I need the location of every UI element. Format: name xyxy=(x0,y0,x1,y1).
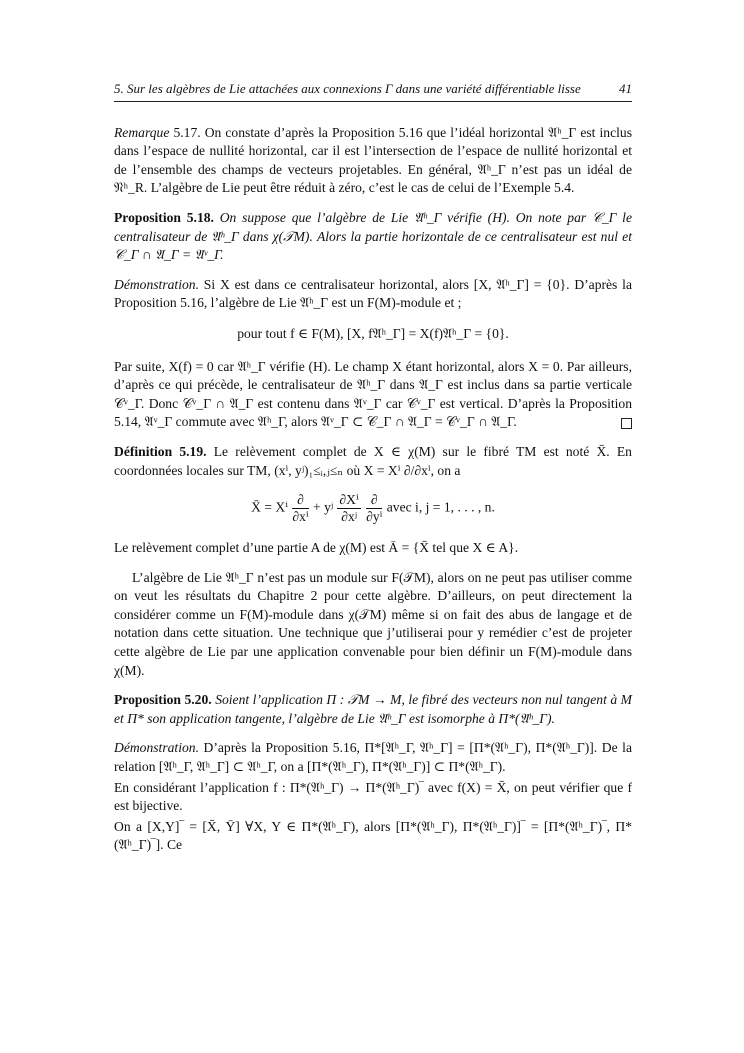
eq-f2-numerator: ∂Xⁱ xyxy=(339,492,359,508)
def519-equation xyxy=(114,492,632,525)
eq-f1-numerator: ∂ xyxy=(292,492,308,509)
eq-f1-denominator: ∂xⁱ xyxy=(292,509,309,525)
demo1-continuation xyxy=(114,358,632,432)
proposition-5-18 xyxy=(114,209,632,265)
def519-text: Le relèvement complet de X ∈ χ(M) sur le fibré TM est noté X̄. En coordonnées locales sur TM, (xⁱ, yʲ)₁≤ᵢ,ⱼ≤ₙ où X = Xⁱ ∂/∂xⁱ, on a xyxy=(114,443,632,478)
header-title: 5. Sur les algèbres de Lie attachées aux connexions Γ dans une variété différentiable lisse xyxy=(114,81,581,96)
eq-lhs: X̄ = Xⁱ xyxy=(251,499,288,515)
demo2-text: D’après la Proposition 5.16, Π*[𝔄ʰ_Γ, 𝔄ʰ_Γ] = [Π*(𝔄ʰ_Γ), Π*(𝔄ʰ_Γ)]. De la relation [𝔄ʰ_Γ, 𝔄ʰ_Γ] ⊂ 𝔄ʰ_Γ, on a [Π*(𝔄ʰ_Γ), Π*(𝔄ʰ_Γ)] ⊂ Π*(𝔄ʰ_Γ). xyxy=(114,740,632,775)
remark-5-17 xyxy=(114,124,632,198)
def519-after: Le relèvement complet d’une partie A de χ(M) est Ā = {X̄ tel que X ∈ A}. xyxy=(114,540,519,556)
page-number: 41 xyxy=(619,81,632,96)
page xyxy=(114,80,632,857)
proposition-5-20 xyxy=(114,691,632,728)
eq-f3-numerator: ∂ xyxy=(366,492,382,509)
demo2-line2: En considérant l’application f : Π*(𝔄ʰ_Γ) → Π*(𝔄ʰ_Γ)‾ avec f(X) = X̄, on peut vérifier que f est bijective. xyxy=(114,779,632,814)
demo2-intro xyxy=(114,739,632,776)
demo1-label: Démonstration. xyxy=(114,276,199,292)
def519-label: Définition 5.19. xyxy=(114,443,207,459)
prop520-text: Soient l’application Π : 𝒯M → M, le fibré des vecteurs non nul tangent à M et Π* son application tangente, l’algèbre de Lie 𝔄ʰ_Γ est isomorphe à Π*(𝔄ʰ_Γ). xyxy=(114,692,632,726)
demo1-continuation-text: Par suite, X(f) = 0 car 𝔄ʰ_Γ vérifie (H). Le champ X étant horizontal, alors X = 0. Par ailleurs, d’après ce qui précède, le centralisateur de 𝔄ʰ_Γ dans 𝔄_Γ est inclus dans sa partie verticale 𝒞ᵛ_Γ. Donc 𝒞ᵛ_Γ ∩ 𝔄_Γ est contenu dans 𝔄ᵛ_Γ car 𝒞ᵛ_Γ est vertical. D’après la Proposition 5.14, 𝔄ᵛ_Γ commute avec 𝔄ʰ_Γ, alors 𝔄ᵛ_Γ ⊂ 𝒞_Γ ∩ 𝔄_Γ = 𝒞ᵛ_Γ ∩ 𝔄_Γ. xyxy=(114,358,632,430)
demo1-equation: pour tout f ∈ F(M), [X, f𝔄ʰ_Γ] = X(f)𝔄ʰ_Γ = {0}. xyxy=(237,325,509,341)
eq-fraction-3 xyxy=(366,492,382,525)
body-paragraph: L’algèbre de Lie 𝔄ʰ_Γ n’est pas un module sur F(𝒯M), alors on ne peut pas utiliser comme on veut les résultats du Chapitre 2 pour cette algèbre. D’ailleurs, on peut directement la considérer comme un F(M)-module dans χ(𝒯M) même si on fait des abus de langage et de notation dans cette situation. Une technique que j’utiliserai pour y remédier c’est de projeter cette algèbre de Lie par une application convenable pour bien définir un F(M)-module dans χ(M). xyxy=(114,569,632,678)
prop518-label: Proposition 5.18. xyxy=(114,209,214,225)
eq-fraction-1 xyxy=(292,492,308,525)
demo2-label: Démonstration. xyxy=(114,740,199,756)
eq-rhs: avec i, j = 1, . . . , n. xyxy=(386,499,495,515)
eq-fraction-2 xyxy=(337,492,360,525)
definition-5-19 xyxy=(114,443,632,480)
remark-text: On constate d’après la Proposition 5.16 que l’idéal horizontal 𝔄ʰ_Γ est inclus dans l’espace de nullité horizontal, car il est l’intersection de l’espace de nullité horizontal et de l’ensemble des champs de vecteurs projetables. En général, 𝔄ʰ_Γ n’est pas un idéal de 𝔑ʰ_R. L’algèbre de Lie peut être réduit à zéro, c’est le cas de celui de l’Exemple 5.4. xyxy=(114,124,632,196)
eq-f3-denominator: ∂yⁱ xyxy=(366,509,383,525)
prop520-label: Proposition 5.20. xyxy=(114,692,212,708)
eq-mid: + yʲ xyxy=(313,499,334,515)
remark-number: 5.17. xyxy=(173,124,201,140)
demo1-intro xyxy=(114,276,632,313)
remark-label: Remarque xyxy=(114,124,170,140)
running-header xyxy=(114,80,632,102)
qed-square xyxy=(621,418,632,429)
demo1-text: Si X est dans ce centralisateur horizontal, alors [X, 𝔄ʰ_Γ] = {0}. D’après la Proposition 5.16, l’algèbre de Lie 𝔄ʰ_Γ est un F(M)-module et ; xyxy=(114,276,632,311)
prop518-text: On suppose que l’algèbre de Lie 𝔄ʰ_Γ vérifie (H). On note par 𝒞_Γ le centralisateur de 𝔄ʰ_Γ dans χ(𝒯M). Alors la partie horizontale de ce centralisateur est nul et 𝒞_Γ ∩ 𝔄_Γ = 𝔄ᵛ_Γ. xyxy=(114,209,632,263)
demo2-line3: On a [X,Y]‾ = [X̄, Ȳ] ∀X, Y ∈ Π*(𝔄ʰ_Γ), alors [Π*(𝔄ʰ_Γ), Π*(𝔄ʰ_Γ)]‾ = [Π*(𝔄ʰ_Γ)‾, Π*(𝔄ʰ_Γ)‾]. Ce xyxy=(114,818,632,853)
eq-f2-denominator: ∂xʲ xyxy=(341,509,357,525)
